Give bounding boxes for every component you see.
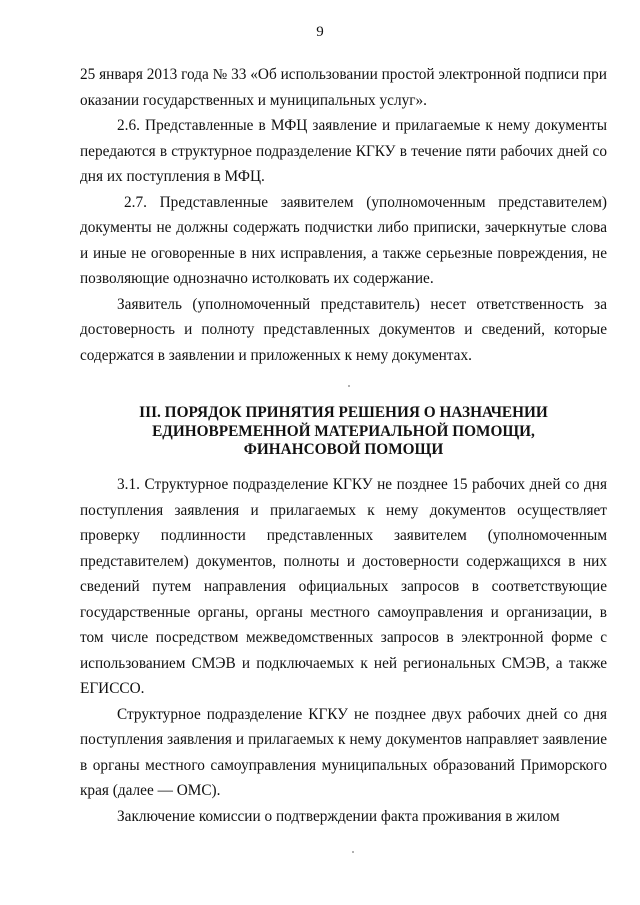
scan-speck: [348, 385, 350, 387]
paragraph-commission-conclusion: Заключение комиссии о подтверждении факта проживания в жилом: [117, 807, 560, 825]
paragraph-3-1: 3.1. Структурное подразделение КГКУ не позднее 15 рабочих дней со дня поступления заявления и прилагаемых к нему документов осуществляет проверку подлинности представленных заявителем (уполномоченным представителем) документов, полноты и достоверности содержащихся в них сведений путем направления официальных запросов в соответствующие государственные органы, органы местного самоуправления и организации, в том числе посредством межведомственных запросов в электронной форме с использованием СМЭВ и подключаемых к ней региональных СМЭВ, а также ЕГИССО.: [80, 476, 607, 697]
section-heading-line: III. ПОРЯДОК ПРИНЯТИЯ РЕШЕНИЯ О НАЗНАЧЕНИИ: [139, 404, 548, 421]
section-heading-line: ЕДИНОВРЕМЕННОЙ МАТЕРИАЛЬНОЙ ПОМОЩИ,: [152, 422, 535, 440]
scan-speck: [352, 851, 354, 853]
paragraph-2-6: 2.6. Представленные в МФЦ заявление и прилагаемые к нему документы передаются в структурное подразделение КГКУ в течение пяти рабочих дней со дня их поступления в МФЦ.: [80, 117, 607, 185]
text-block-top: [80, 62, 607, 368]
paragraph-applicant-responsibility: Заявитель (уполномоченный представитель) несет ответственность за достоверность и полноту представленных документов и сведений, которые содержатся в заявлении и приложенных к нему документах.: [80, 295, 607, 364]
section-heading-line: ФИНАНСОВОЙ ПОМОЩИ: [243, 441, 444, 458]
paragraph-omc-referral: Структурное подразделение КГКУ не позднее двух рабочих дней со дня поступления заявления и прилагаемых к нему документов направляет заявление в органы местного самоуправления муниципальных образований Приморского края (далее — ОМС).: [80, 705, 607, 799]
section-heading: [80, 404, 607, 460]
text-block-bottom: [80, 472, 607, 829]
paragraph-2-7: 2.7. Представленные заявителем (уполномоченным представителем) документы не должны содержать подчистки либо приписки, зачеркнутые слова и иные не оговоренные в них исправления, а также серьезные повреждения, не позволяющие однозначно истолковать их содержание.: [80, 193, 607, 287]
paragraph-law-reference: 25 января 2013 года № 33 «Об использовании простой электронной подписи при оказании государственных и муниципальных услуг».: [80, 66, 607, 109]
page-number: 9: [316, 24, 324, 40]
